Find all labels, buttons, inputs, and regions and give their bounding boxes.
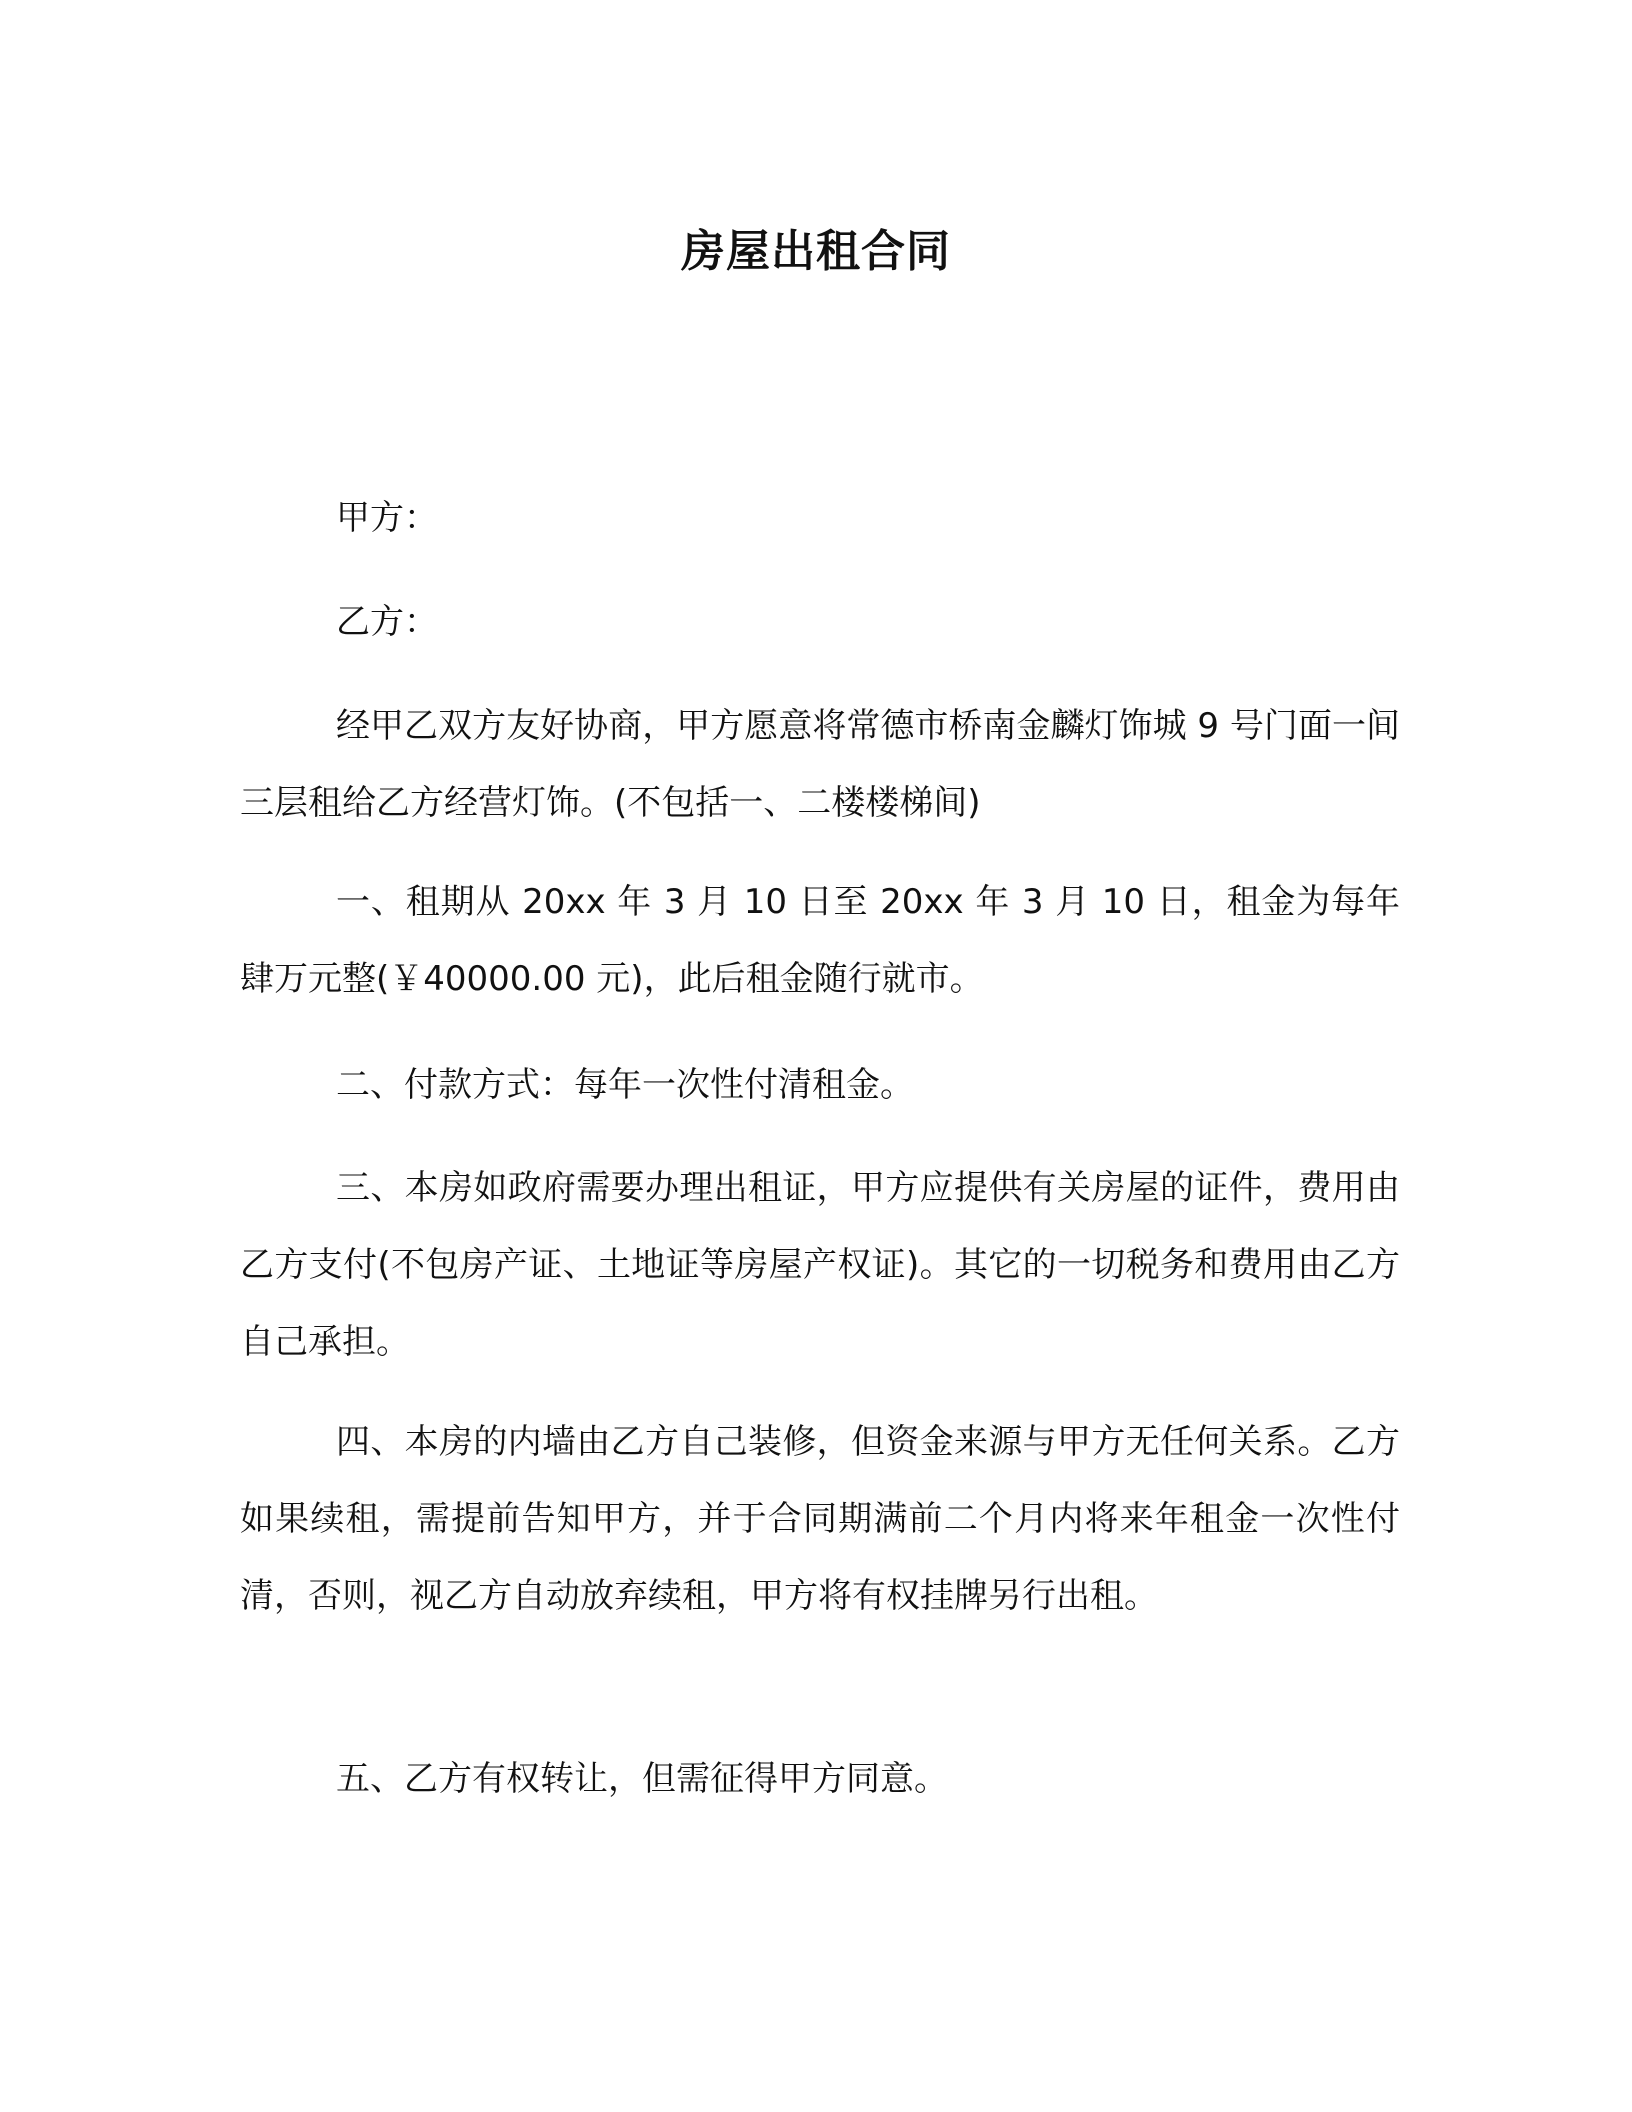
paragraph-clause-2: 二、付款方式：每年一次性付清租金。 (336, 1065, 914, 1105)
paragraph-clause-5: 五、乙方有权转让，但需征得甲方同意。 (336, 1759, 948, 1799)
paragraph-clause-4: 四、本房的内墙由乙方自己装修，但资金来源与甲方无任何关系。乙方如果续租，需提前告知甲方，并于合同期满前二个月内将来年租金一次性付清，否则，视乙方自动放弃续租，甲方将有权挂牌另行出租。 (240, 1422, 1400, 1616)
party-b-label: 乙方： (336, 602, 438, 642)
paragraph-clause-3: 三、本房如政府需要办理出租证，甲方应提供有关房屋的证件，费用由乙方支付(不包房产证、土地证等房屋产权证)。其它的一切税务和费用由乙方自己承担。 (240, 1168, 1400, 1362)
document-title: 房屋出租合同 (681, 226, 951, 277)
paragraph-intro: 经甲乙双方友好协商，甲方愿意将常德市桥南金麟灯饰城 9 号门面一间三层租给乙方经营灯饰。(不包括一、二楼楼梯间) (240, 706, 1400, 823)
paragraph-clause-1: 一、租期从 20xx 年 3 月 10 日至 20xx 年 3 月 10 日，租金为每年肆万元整(￥40000.00 元)，此后租金随行就市。 (240, 882, 1400, 999)
party-a-label: 甲方： (336, 498, 438, 538)
